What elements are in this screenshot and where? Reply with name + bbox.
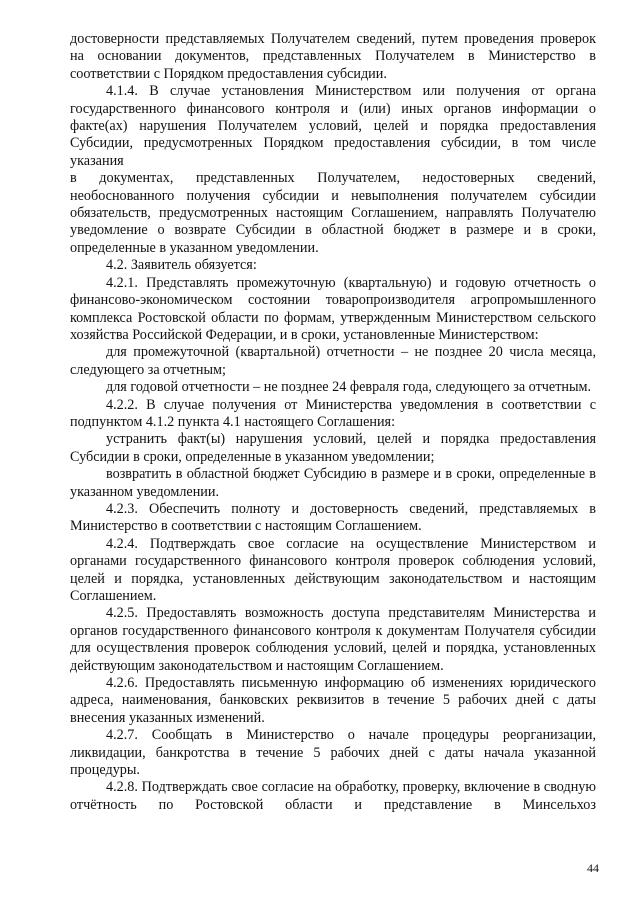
paragraph-4-2-5: 4.2.5. Предоставлять возможность доступа представителям Министерства и органов государственного финансового контроля к документам Получателя субсидии для осуществления проверок соблюдения условий, целей и порядка, установленных действующим законодательством и настоящим Соглашением. xyxy=(70,605,596,674)
paragraph-4-2-8: 4.2.8. Подтверждать свое согласие на обработку, проверку, включение в сводную отчётность по Ростовской области и представление в Минсельхоз xyxy=(70,779,596,813)
paragraph-4-1-4-continued: в документах, представленных Получателем, недостоверных сведений, необоснованного получения субсидии и невыполнения получателем субсидии обязательств, предусмотренных настоящим Соглашением, направлять Получателю уведомление о возврате Субсидии в областной бюджет в размере и в сроки, определенные в указанном уведомлении. xyxy=(70,170,596,256)
paragraph-return-subsidy: возвратить в областной бюджет Субсидию в размере и в сроки, определенные в указанном уведомлении. xyxy=(70,466,596,500)
paragraph-continuation: достоверности представляемых Получателем сведений, путем проведения проверок на основании документов, представленных Получателем в Министерство в соответствии с Порядком предоставления субсидии. xyxy=(70,31,596,82)
page-number: 44 xyxy=(587,861,599,875)
paragraph-quarterly-reporting: для промежуточной (квартальной) отчетности – не позднее 20 числа месяца, следующего за отчетным; xyxy=(70,344,596,378)
paragraph-annual-reporting: для годовой отчетности – не позднее 24 февраля года, следующего за отчетным. xyxy=(106,379,592,396)
paragraph-4-2-4: 4.2.4. Подтверждать свое согласие на осуществление Министерством и органами государственного финансового контроля проверок соблюдения условий, целей и порядка, установленных действующим законодательством и настоящим Соглашением. xyxy=(70,535,596,604)
paragraph-4-2: 4.2. Заявитель обязуется: xyxy=(106,257,257,274)
paragraph-4-2-7: 4.2.7. Сообщать в Министерство о начале процедуры реорганизации, ликвидации, банкротства в течение 5 рабочих дней с даты начала указанной процедуры. xyxy=(70,727,596,779)
paragraph-eliminate-violations: устранить факт(ы) нарушения условий, целей и порядка предоставления Субсидии в сроки, определенные в указанном уведомлении; xyxy=(70,431,596,465)
paragraph-4-2-3: 4.2.3. Обеспечить полноту и достоверность сведений, представляемых в Министерство в соответствии с настоящим Соглашением. xyxy=(70,500,596,535)
paragraph-4-2-1: 4.2.1. Представлять промежуточную (квартальную) и годовую отчетность о финансово-экономическом состоянии товаропроизводителя агропромышленного комплекса Ростовской области по формам, утвержденным Министерством сельского хозяйства Российской Федерации, и в сроки, установленные Министерством: xyxy=(70,274,596,343)
paragraph-4-1-4: 4.1.4. В случае установления Министерством или получения от органа государственного финансового контроля и (или) иных органов информации о факте(ах) нарушения Получателем условий, целей и порядка предоставления Субсидии, предусмотренных Порядком предоставления субсидии, в том числе указания xyxy=(70,83,596,169)
paragraph-4-2-6: 4.2.6. Предоставлять письменную информацию об изменениях юридического адреса, наименования, банковских реквизитов в течение 5 рабочих дней с даты внесения указанных изменений. xyxy=(70,675,596,726)
paragraph-4-2-2: 4.2.2. В случае получения от Министерства уведомления в соответствии с подпунктом 4.1.2 пункта 4.1 настоящего Соглашения: xyxy=(70,396,596,430)
document-body xyxy=(70,31,596,814)
